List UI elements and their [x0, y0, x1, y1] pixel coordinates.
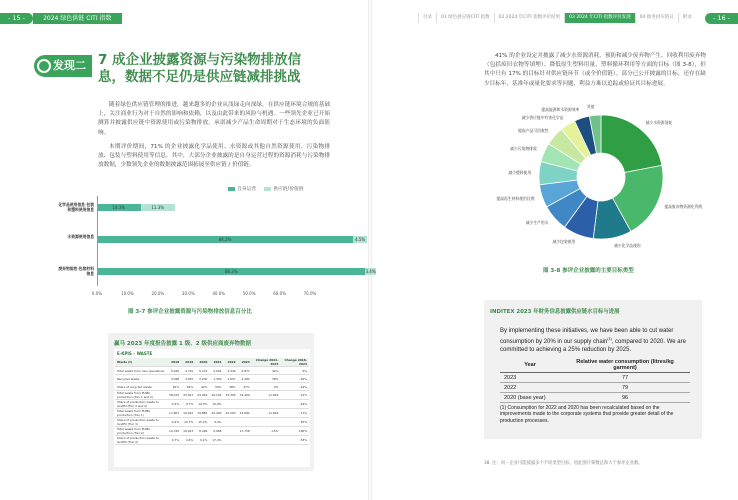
table-cell: 38,076 — [167, 391, 181, 400]
table-row — [115, 375, 309, 383]
table-cell: -26% — [280, 375, 309, 383]
table-cell: 47% — [238, 383, 252, 391]
table-cell: 9.1% — [195, 436, 209, 445]
table-cell — [238, 436, 252, 445]
table-cell: 1,450 — [209, 375, 223, 383]
table-cell: 4,791 — [181, 367, 195, 375]
y-category-label: 化学品使用信息·包装和塑料使用信息 — [58, 202, 94, 212]
puma-col-header: 2018 — [167, 358, 181, 367]
table-cell: Share of production waste to landfill (Tier 1) — [115, 418, 167, 427]
section-nav — [418, 13, 696, 23]
donut-slice-label: 减少化学品使用 — [614, 242, 641, 248]
table-cell: 48% — [224, 383, 238, 391]
table-cell: -44% — [280, 400, 309, 409]
col-water: Relative water consumption (litres/kg garment) — [560, 358, 690, 373]
bar-data-label: 4.5% — [354, 237, 366, 242]
table-cell: 17.4% — [209, 436, 223, 445]
table-cell: 15.9% — [209, 400, 223, 409]
table-cell: 38% — [252, 375, 281, 383]
nav-tab-5[interactable]: 附录 — [678, 13, 696, 23]
table-cell: 64% — [181, 383, 195, 391]
puma-col-header: Change 2018-2023 — [280, 358, 309, 367]
table-cell: 5,274 — [195, 367, 209, 375]
table-row — [115, 383, 309, 391]
table-cell — [252, 436, 281, 445]
left-header-title: 2024 绿色供链 CITI 指数 — [33, 13, 121, 24]
inditex-statement: By implementing these initiatives, we have been able to cut water consumption by 20% in our supply chain$^{(1)}$, compared to 2020. We are committed to achieving a 25% reduction by 2025. — [500, 328, 686, 353]
table-cell: Total waste from PUMA production (Tier 2) — [115, 427, 167, 436]
intro-paragraph: 随着绿色供应链管理的推进，越来越多的企业从浅绿走向深绿，在供应链环境合规的基础上，关注商业行为对于自然的影响和依赖，以及由此带来的风险与机遇。一些领先企业已开始测算并披露供应链中资源使用或污染物排放，承诺减少产品生命周期对于生态环境的负面影响。 — [98, 102, 330, 136]
table-cell: 22,490 — [209, 409, 223, 418]
table-cell: 33,447 — [181, 391, 195, 400]
table-cell: 42% — [252, 367, 281, 375]
puma-col-header: Change 2022-2023 — [252, 358, 281, 367]
donut-slice-label: 提高产品可回收性 — [518, 127, 549, 133]
table-cell: Share of production waste to landfill (Tier 2) — [115, 436, 167, 445]
x-tick-label: 0.0% — [91, 291, 103, 296]
table-cell: 2020 (base year) — [500, 393, 560, 403]
donut-slice-label: 减少供应链中有害化学品 — [521, 114, 564, 120]
table-cell: 5,026 — [167, 367, 181, 375]
puma-table-card — [114, 349, 310, 467]
donut-chart-caption: 图 3-8 参评企业披露的主要目标类型 — [543, 268, 634, 274]
table-cell: 3,087 — [181, 375, 195, 383]
puma-box-title: 赢马 2023 年度报告披露 1 级、2 级供应商废弃物数据 — [114, 341, 252, 347]
donut-slice-label: 提高再生材料使用比例 — [496, 195, 535, 201]
table-cell — [224, 418, 238, 427]
bar-data-label: 3.4% — [365, 269, 376, 274]
left-header — [0, 12, 122, 24]
table-row — [115, 409, 309, 418]
y-category-label: 废弃物排放·包装材料信息 — [58, 266, 94, 276]
table-cell: Total waste from PUMA production (Tier 1 and 2) — [115, 391, 167, 400]
table-cell: 16,442 — [181, 409, 195, 418]
table-row — [115, 391, 309, 400]
inditex-box-title: INDITEX 2023 年财务信息披露供应链水目标与进展 — [490, 309, 620, 315]
findings-paragraph: 本期评价期间，71% 的企业披露化学品使用、水资源或其他自然资源使用、污染物排放、包装与塑料使用等信息。其中，大部分企业披露的是自身运营过程的资源消耗与污染物排放数据，少数领先企业的数据披露范围拓展至供应链 / 价值链。 — [98, 144, 330, 169]
bar-data-label: 14.3% — [112, 205, 126, 210]
table-cell: 2023 — [500, 373, 560, 383]
donut-slice-label: 减少生产用水 — [525, 220, 549, 226]
x-tick-label: 20.0% — [151, 291, 165, 296]
legend-item-own: 自身运营 — [228, 185, 256, 192]
table-cell: Recycled waste — [115, 375, 167, 383]
nav-tab-1[interactable]: 01 绿色供应链CITI 指数 — [436, 13, 494, 23]
bar-chart-caption: 图 3-7 参评企业披露资源与污染物排放信息百分比 — [128, 309, 252, 315]
x-tick-label: 60.0% — [273, 291, 286, 296]
table-cell: 19,023 — [181, 427, 195, 436]
x-tick-label: 30.0% — [181, 291, 195, 296]
table-row — [500, 383, 690, 393]
table-cell: 17,738 — [238, 427, 252, 436]
table-cell: 19.3% — [195, 400, 209, 409]
inditex-table — [500, 358, 690, 403]
donut-slice-label: 减少塑料使用 — [508, 169, 532, 175]
table-row — [115, 427, 309, 436]
table-row — [115, 436, 309, 445]
table-cell — [224, 400, 238, 409]
puma-col-header: 2020 — [195, 358, 209, 367]
page-heading: 7 成企业披露资源与污染物排放信息，数据不足仍是供应链减排挑战 — [98, 52, 302, 85]
y-axis-line — [97, 196, 98, 286]
table-cell: 24,293 — [224, 409, 238, 418]
finding-badge-icon — [37, 59, 51, 73]
table-cell: 79 — [560, 383, 690, 393]
puma-col-header: 2021 — [209, 358, 223, 367]
table-cell: -53% — [280, 436, 309, 445]
x-tick-label: 70.0% — [303, 291, 317, 296]
table-cell: 9.9% — [209, 418, 223, 427]
table-cell: 12.7% — [181, 418, 195, 427]
table-row — [115, 367, 309, 375]
table-cell: 2,282 — [238, 375, 252, 383]
table-cell: Total waste from own operations — [115, 367, 167, 375]
page-gutter — [368, 0, 372, 500]
x-tick-label: 40.0% — [212, 291, 226, 296]
puma-table — [115, 358, 309, 445]
bar-data-label: 84.2% — [218, 237, 232, 242]
table-cell: 77 — [560, 373, 690, 383]
right-header — [418, 12, 696, 24]
table-cell: Share of production waste to landfill (Tier 1 and 2) — [115, 400, 167, 409]
table-cell: 8,499 — [195, 427, 209, 436]
nav-tab-0[interactable]: 目录 — [418, 13, 436, 23]
table-row — [500, 373, 690, 383]
table-cell: 14,082 — [238, 409, 252, 418]
table-cell: 3,098 — [167, 375, 181, 383]
table-cell: -15% — [252, 427, 281, 436]
donut-slice-label: 其他 — [586, 104, 595, 110]
table-cell: 29,144 — [209, 391, 223, 400]
table-cell: 42% — [195, 383, 209, 391]
donut-slice-label: 提高废弃物资源化利用 — [664, 203, 703, 209]
table-cell: Total waste from PUMA production (Tier 1) — [115, 409, 167, 418]
puma-col-header: 2023 — [238, 358, 252, 367]
table-cell: -3% — [280, 367, 309, 375]
x-tick-label: 10.0% — [121, 291, 134, 296]
table-cell: 34,395 — [224, 391, 238, 400]
table-row — [115, 418, 309, 427]
table-cell: 2,230 — [195, 375, 209, 383]
nav-tab-4[interactable]: 04 推进供应链议 — [635, 13, 678, 23]
table-cell: 96 — [560, 393, 690, 403]
table-cell: 74,460 — [238, 391, 252, 400]
donut-slice-label: 提高能源和水资源效率 — [541, 107, 580, 113]
right-page-number: - 16 - — [705, 13, 738, 24]
table-cell: 15.2% — [195, 418, 209, 427]
bar-data-label: 11.3% — [151, 205, 165, 210]
table-cell: 17,667 — [167, 409, 181, 418]
bar-chart-legend — [228, 185, 304, 192]
table-cell: 3,444 — [224, 367, 238, 375]
donut-slice-label: 减少污染物排放 — [510, 146, 537, 152]
finding-badge: 发现二 — [34, 55, 92, 77]
table-cell: -3% — [252, 383, 281, 391]
puma-table-title: E-KPIS – WASTE — [117, 351, 153, 356]
bar-data-label: 88.2% — [224, 269, 238, 274]
legend-item-supply: 供应链/价值链 — [264, 185, 303, 192]
x-tick-label: 50.0% — [242, 291, 256, 296]
table-cell: 2,991 — [209, 367, 223, 375]
table-cell — [224, 436, 238, 445]
table-row — [500, 393, 690, 403]
table-cell — [238, 418, 252, 427]
table-cell: -55% — [280, 418, 309, 427]
table-cell — [252, 418, 281, 427]
table-cell: Share of recycled waste — [115, 383, 167, 391]
table-cell — [224, 427, 238, 436]
table-cell: 19,880 — [195, 409, 209, 418]
nav-tab-3[interactable]: 03 2024 年CITI 指数评价发现 — [564, 13, 635, 23]
donut-slice-label: 减少水资源消耗 — [645, 120, 673, 126]
table-cell: -24% — [280, 383, 309, 391]
donut-slice-label: 减少包装使用 — [552, 239, 576, 245]
table-cell: -31% — [280, 391, 309, 400]
table-cell: 4.7% — [167, 436, 181, 445]
table-cell: 50% — [209, 383, 223, 391]
table-cell — [238, 400, 252, 409]
col-year: Year — [500, 358, 560, 373]
left-page-number: - 15 - — [0, 13, 33, 24]
puma-col-header: 2019 — [181, 358, 195, 367]
table-cell: 4,877 — [238, 367, 252, 375]
table-cell: 1,657 — [224, 375, 238, 383]
table-cell: 4.4% — [167, 400, 181, 409]
footnote: 38. 注：同一企业可能披露多个不同类型目标，因此图片频数总和大于参评企业数。 — [484, 461, 643, 466]
donut-chart-svg — [536, 112, 666, 242]
inditex-note: (1) Consumption for 2022 and 2020 has been recalculated based on the improvements made to the corporate systems that provide greater detail of the production processes. — [500, 405, 674, 424]
puma-col-header: Waste (t) — [115, 358, 167, 367]
targets-paragraph: 41% 的企业设定并披露了减少水资源消耗、预防和减少废弃物产生、回收利用废弃物（包括废旧衣物等填埋）、降低原生塑料用量、塑料循环利用等方面的目标（图 3-8），但其中只有 17% 的目标针对供应链环节（或全价值链）。部分已公开披露的目标，还存在缺少目标年、基准年或量化要求等问题，利益方难以追踪或验证其目标进展。 — [484, 53, 706, 87]
table-cell: 11,824 — [252, 409, 281, 418]
table-cell: 180% — [280, 427, 309, 436]
table-cell: 9.7% — [181, 400, 195, 409]
table-cell: 62% — [167, 383, 181, 391]
table-cell: -17% — [280, 409, 309, 418]
puma-col-header: 2022 — [224, 358, 238, 367]
y-category-label: 水资源使用信息 — [67, 234, 94, 239]
table-cell: 43,449 — [195, 391, 209, 400]
table-cell — [252, 400, 281, 409]
nav-tab-2[interactable]: 02 2024 年CITI 指数评价结果 — [494, 13, 565, 23]
table-cell: 4.6% — [181, 436, 195, 445]
table-cell: 2022 — [500, 383, 560, 393]
table-row — [115, 400, 309, 409]
table-cell: 5,968 — [209, 427, 223, 436]
table-cell: 14,720 — [167, 427, 181, 436]
table-cell: 4.4% — [167, 418, 181, 427]
table-cell: 11,824 — [252, 391, 281, 400]
